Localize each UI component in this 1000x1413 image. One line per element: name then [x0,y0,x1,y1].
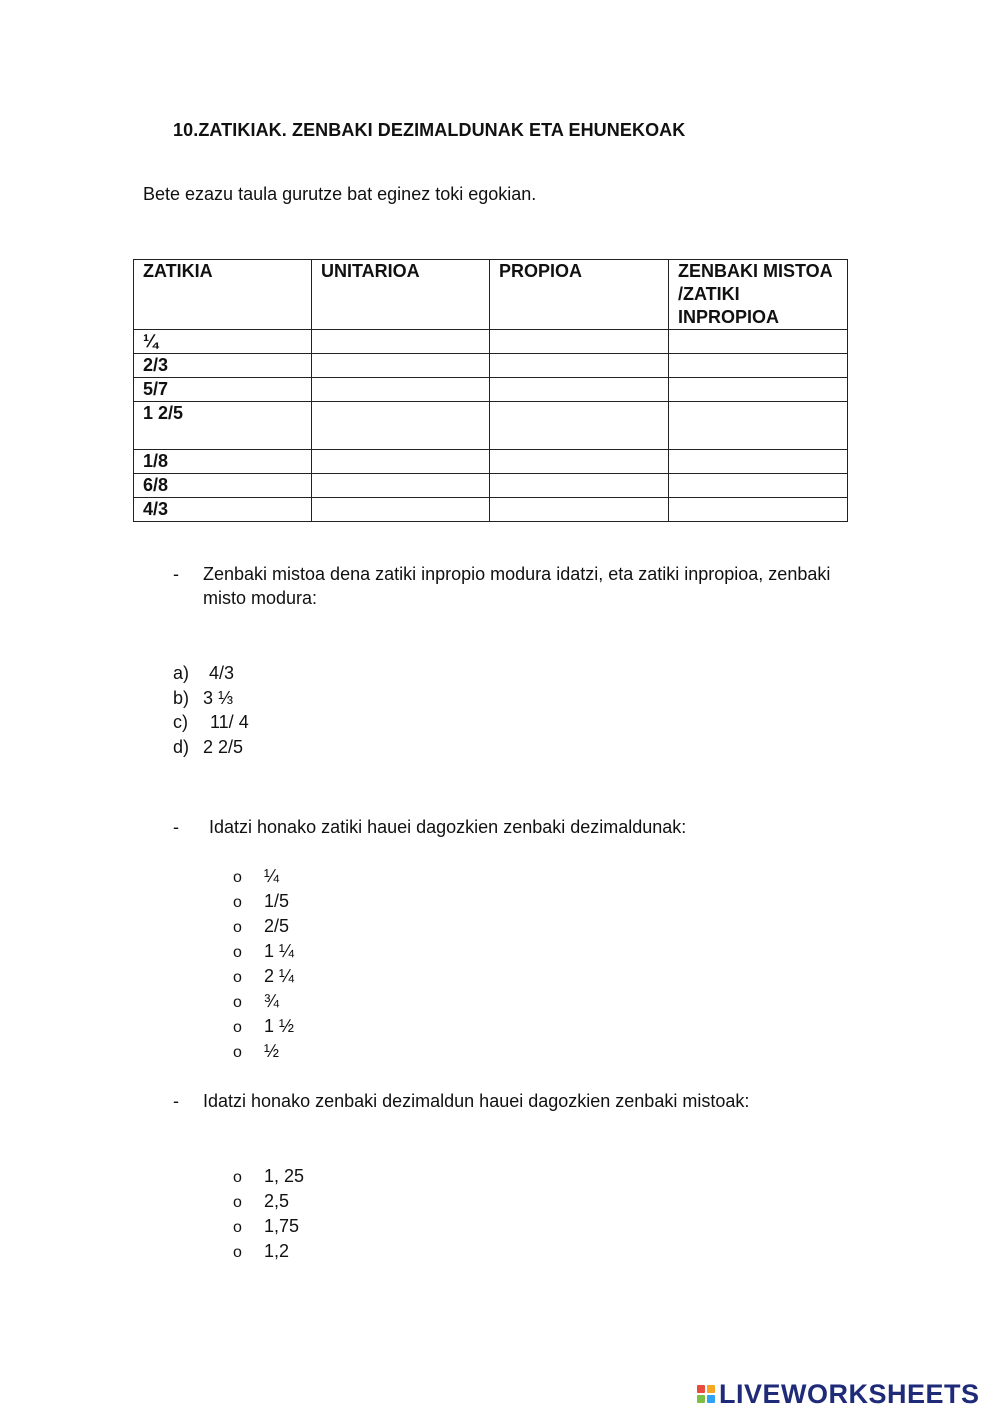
circle-bullet-icon: o [233,919,242,936]
circle-bullet-icon: o [233,1244,242,1261]
item-value: 2/5 [264,916,290,936]
table-row [134,402,848,450]
logo-text: LIVEWORKSHEETS [719,1378,980,1409]
propioa-cell[interactable] [490,498,669,522]
unitarioa-cell[interactable] [312,354,490,378]
logo-icon [697,1385,715,1403]
logo-square [707,1385,715,1393]
item-label: c) [173,712,188,732]
fraction-cell: 5/7 [134,378,312,402]
list-item [233,966,294,987]
table-row [134,378,848,402]
header-propioa: PROPIOA [490,260,669,330]
header-zatikia: ZATIKIA [134,260,312,330]
table-header-row [134,260,848,330]
item-value: 2 ¼ [264,966,295,986]
unitarioa-cell[interactable] [312,330,490,354]
liveworksheets-logo[interactable] [697,1377,980,1411]
section-instruction: Zenbaki mistoa dena zatiki inpropio modura idatzi, eta zatiki inpropioa, zenbaki misto modura: [203,564,831,608]
dash-bullet: - [173,564,179,584]
propioa-cell[interactable] [490,378,669,402]
table-row [134,498,848,522]
circle-bullet-icon: o [233,1194,242,1211]
propioa-cell[interactable] [490,330,669,354]
list-item [233,891,289,912]
fraction-cell: 4/3 [134,498,312,522]
fraction-cell: 2/3 [134,354,312,378]
item-label: a) [173,663,190,683]
mistoa-cell[interactable] [669,450,848,474]
circle-bullet-icon: o [233,969,242,986]
propioa-cell[interactable] [490,402,669,450]
dash-bullet: - [173,817,179,837]
list-item [233,866,279,887]
propioa-cell[interactable] [490,474,669,498]
section-instruction: Idatzi honako zatiki hauei dagozkien zenbaki dezimaldunak: [209,817,687,837]
list-item [233,1016,294,1037]
item-label: d) [173,737,190,757]
item-value: 1, 25 [264,1166,305,1186]
dash-bullet: - [173,1091,179,1111]
unitarioa-cell[interactable] [312,498,490,522]
item-value: 1 ¼ [264,941,295,961]
fraction-cell: 6/8 [134,474,312,498]
circle-bullet-icon: o [233,1044,242,1061]
fraction-cell: 1/8 [134,450,312,474]
circle-bullet-icon: o [233,1019,242,1036]
circle-bullet-icon: o [233,944,242,961]
item-value: 11/ 4 [210,712,249,732]
list-item [233,916,289,937]
circle-bullet-icon: o [233,994,242,1011]
instruction-text: Bete ezazu taula gurutze bat eginez toki egokian. [143,184,537,204]
list-item [173,712,249,733]
table-row [134,354,848,378]
table-row [134,330,848,354]
circle-bullet-icon: o [233,869,242,886]
header-unitarioa: UNITARIOA [312,260,490,330]
item-value: 1 ½ [264,1016,295,1036]
circle-bullet-icon: o [233,1169,242,1186]
section-instruction: Idatzi honako zenbaki dezimaldun hauei dagozkien zenbaki mistoak: [203,1091,750,1111]
list-item [233,991,279,1012]
logo-square [697,1385,705,1393]
header-mistoa: ZENBAKI MISTOA /ZATIKI INPROPIOA [669,260,848,330]
list-item [173,688,233,709]
page-title: 10.ZATIKIAK. ZENBAKI DEZIMALDUNAK ETA EHUNEKOAK [173,120,686,140]
logo-square [707,1395,715,1403]
item-value: 4/3 [209,663,235,683]
item-value: 3 ⅓ [203,688,234,708]
fraction-cell: ¼ [134,330,312,354]
propioa-cell[interactable] [490,354,669,378]
mistoa-cell[interactable] [669,402,848,450]
item-value: ½ [264,1041,280,1061]
fraction-cell: 1 2/5 [134,402,312,450]
list-item [233,1041,279,1062]
list-item [173,663,234,684]
logo-square [697,1395,705,1403]
mistoa-cell[interactable] [669,498,848,522]
item-value: 1/5 [264,891,290,911]
mistoa-cell[interactable] [669,474,848,498]
mistoa-cell[interactable] [669,330,848,354]
mistoa-cell[interactable] [669,378,848,402]
item-value: ¾ [264,991,280,1011]
unitarioa-cell[interactable] [312,378,490,402]
unitarioa-cell[interactable] [312,402,490,450]
mistoa-cell[interactable] [669,354,848,378]
item-value: 2,5 [264,1191,290,1211]
propioa-cell[interactable] [490,450,669,474]
list-item [233,1216,299,1237]
item-value: ¼ [264,866,280,886]
unitarioa-cell[interactable] [312,450,490,474]
item-label: b) [173,688,190,708]
table-row [134,474,848,498]
list-item [233,1241,289,1262]
list-item [233,1166,304,1187]
circle-bullet-icon: o [233,894,242,911]
unitarioa-cell[interactable] [312,474,490,498]
fraction-table [133,259,848,522]
item-value: 2 2/5 [203,737,244,757]
item-value: 1,75 [264,1216,300,1236]
item-value: 1,2 [264,1241,290,1261]
list-item [233,941,294,962]
list-item [173,737,243,758]
table-row [134,450,848,474]
circle-bullet-icon: o [233,1219,242,1236]
list-item [233,1191,289,1212]
